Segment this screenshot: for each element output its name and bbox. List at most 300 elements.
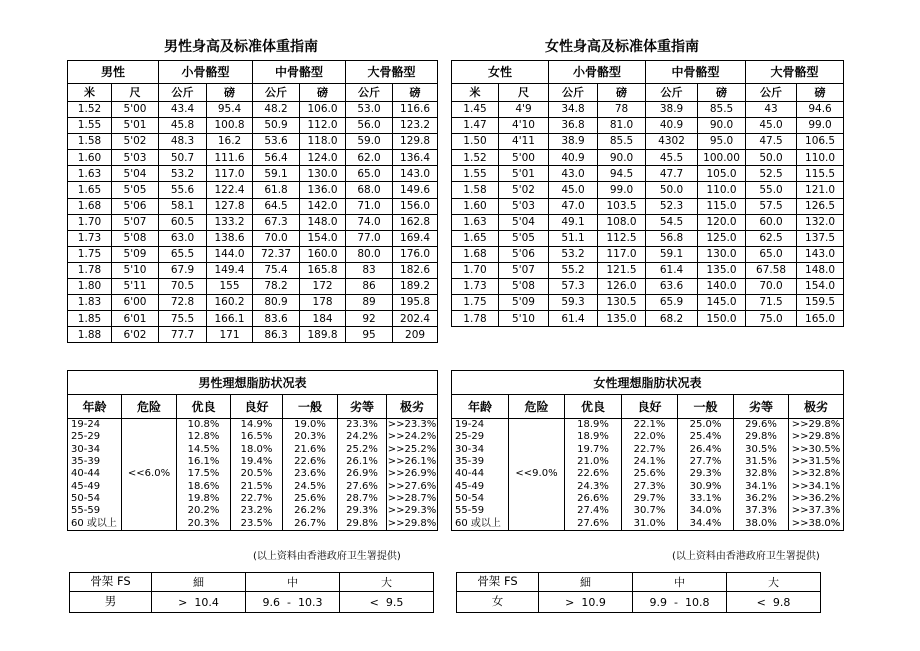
table-cell: 112.5 xyxy=(598,230,646,246)
table-cell: 5'04 xyxy=(112,166,159,182)
table-cell: 100.00 xyxy=(698,150,746,166)
table-cell: 24.3% xyxy=(565,480,622,492)
table-cell: 56.8 xyxy=(646,230,698,246)
age-cell: 45-49 xyxy=(452,480,509,492)
table-row xyxy=(452,311,844,327)
table-cell: 85.5 xyxy=(598,134,646,150)
table-cell: 55.0 xyxy=(746,182,797,198)
table-cell: >>30.5% xyxy=(789,444,844,456)
table-cell: 65.9 xyxy=(646,295,698,311)
table-cell: 26.6% xyxy=(565,493,622,505)
table-cell: 155 xyxy=(207,279,253,295)
table-row xyxy=(68,134,438,150)
age-header: 年龄 xyxy=(452,395,509,419)
table-cell: 77.7 xyxy=(159,327,207,343)
table-cell: 5'10 xyxy=(499,311,549,327)
male-height-title: 男性身高及标准体重指南 xyxy=(164,39,318,55)
table-cell: 138.6 xyxy=(207,230,253,246)
age-cell: 50-54 xyxy=(68,493,122,505)
table-cell: 17.5% xyxy=(177,468,231,480)
unit-header: 公斤 xyxy=(549,84,598,102)
age-cell: 40-44 xyxy=(68,468,122,480)
table-cell: 4'9 xyxy=(499,102,549,118)
table-cell: 67.3 xyxy=(253,214,300,230)
table-cell: 20.3% xyxy=(177,517,231,530)
table-cell: 25.4% xyxy=(678,431,734,443)
table-cell: 99.0 xyxy=(598,182,646,198)
table-cell: 5'08 xyxy=(112,230,159,246)
table-cell: 5'03 xyxy=(112,150,159,166)
table-cell: 202.4 xyxy=(393,311,438,327)
table-cell: 83.6 xyxy=(253,311,300,327)
table-cell: 48.2 xyxy=(253,102,300,118)
table-cell: 19.0% xyxy=(283,419,338,432)
good-header: 良好 xyxy=(622,395,678,419)
table-cell: 61.8 xyxy=(253,182,300,198)
table-cell: 38.0% xyxy=(734,517,789,530)
unit-header: 尺 xyxy=(499,84,549,102)
table-cell: 56.4 xyxy=(253,150,300,166)
table-cell: 62.0 xyxy=(346,150,393,166)
table-cell: 166.1 xyxy=(207,311,253,327)
table-cell: 1.55 xyxy=(68,118,112,134)
table-cell: 5'05 xyxy=(112,182,159,198)
age-cell: 35-39 xyxy=(452,456,509,468)
medium-frame-header: 中骨骼型 xyxy=(253,61,346,84)
table-cell: 189.8 xyxy=(300,327,346,343)
table-cell: 189.2 xyxy=(393,279,438,295)
table-cell: 18.9% xyxy=(565,431,622,443)
table-cell: 1.78 xyxy=(68,262,112,278)
frame-medium-value: 9.6 - 10.3 xyxy=(246,592,340,613)
table-cell: 12.8% xyxy=(177,431,231,443)
table-cell: 53.0 xyxy=(346,102,393,118)
table-cell: 1.80 xyxy=(68,279,112,295)
table-cell: 1.73 xyxy=(452,279,499,295)
unit-header: 磅 xyxy=(393,84,438,102)
table-cell: 117.0 xyxy=(207,166,253,182)
table-cell: 1.70 xyxy=(452,262,499,278)
table-cell: 16.5% xyxy=(231,431,283,443)
age-cell: 30-34 xyxy=(452,444,509,456)
table-cell: 6'02 xyxy=(112,327,159,343)
table-cell: 83 xyxy=(346,262,393,278)
table-cell: 54.5 xyxy=(646,214,698,230)
table-cell: 86 xyxy=(346,279,393,295)
table-cell: 5'05 xyxy=(499,230,549,246)
table-cell: 43 xyxy=(746,102,797,118)
age-cell: 35-39 xyxy=(68,456,122,468)
table-cell: >>28.7% xyxy=(387,492,437,504)
table-cell: 195.8 xyxy=(393,295,438,311)
table-cell: 106.5 xyxy=(797,134,844,150)
table-cell: 26.7% xyxy=(283,517,338,530)
table-cell: 78 xyxy=(598,102,646,118)
risk-value: <<9.0% xyxy=(509,419,565,531)
age-cell: 60 或以上 xyxy=(68,517,122,530)
table-cell: 34.4% xyxy=(678,517,734,530)
table-cell: 209 xyxy=(393,327,438,343)
table-cell: 19.4% xyxy=(231,456,283,468)
male-height-table xyxy=(67,60,438,343)
table-cell: 75.5 xyxy=(159,311,207,327)
table-cell: 47.5 xyxy=(746,134,797,150)
table-cell: 1.52 xyxy=(452,150,499,166)
table-cell: 176.0 xyxy=(393,246,438,262)
frame-medium-value: 9.9 - 10.8 xyxy=(633,592,727,613)
table-cell: 43.4 xyxy=(159,102,207,118)
table-cell: 72.8 xyxy=(159,295,207,311)
table-cell: >>38.0% xyxy=(789,517,844,530)
unit-header: 磅 xyxy=(300,84,346,102)
male-fat-title: 男性理想脂肪状况表 xyxy=(68,371,438,395)
table-cell: 4'10 xyxy=(499,118,549,134)
average-header: 一般 xyxy=(283,395,338,419)
table-cell: 1.60 xyxy=(68,150,112,166)
small-frame-header: 小骨骼型 xyxy=(549,61,646,84)
unit-header: 米 xyxy=(68,84,112,102)
female-fat-source-note: (以上资料由香港政府卫生署提供) xyxy=(672,551,820,562)
table-cell: 1.58 xyxy=(68,134,112,150)
table-cell: 5'09 xyxy=(499,295,549,311)
table-cell: 24.1% xyxy=(622,456,678,468)
table-cell: 126.0 xyxy=(598,279,646,295)
table-cell: 94.5 xyxy=(598,166,646,182)
small-frame-header: 小骨骼型 xyxy=(159,61,253,84)
table-cell: 61.4 xyxy=(549,311,598,327)
table-cell: 148.0 xyxy=(797,262,844,278)
table-cell: 144.0 xyxy=(207,246,253,262)
frame-gender-label: 男 xyxy=(70,592,152,613)
table-cell: 27.6% xyxy=(565,517,622,530)
table-cell: 64.5 xyxy=(253,198,300,214)
table-cell: 1.88 xyxy=(68,327,112,343)
table-cell: 30.9% xyxy=(678,480,734,492)
table-cell: 23.3% xyxy=(338,419,387,432)
fat-header-row xyxy=(452,395,844,419)
table-cell: 5'02 xyxy=(112,134,159,150)
excellent-header: 优良 xyxy=(565,395,622,419)
table-cell: 5'03 xyxy=(499,198,549,214)
table-cell: 106.0 xyxy=(300,102,346,118)
table-cell: 77.0 xyxy=(346,230,393,246)
table-row xyxy=(68,214,438,230)
table-cell: 29.3% xyxy=(338,505,387,517)
table-cell: 36.8 xyxy=(549,118,598,134)
table-cell: 53.2 xyxy=(159,166,207,182)
table-cell: 21.6% xyxy=(283,444,338,456)
female-fat-title: 女性理想脂肪状况表 xyxy=(452,371,844,395)
table-cell: 118.0 xyxy=(300,134,346,150)
table-cell: 126.5 xyxy=(797,198,844,214)
age-cell: 55-59 xyxy=(452,505,509,517)
table-cell: 53.2 xyxy=(549,246,598,262)
female-frame-table xyxy=(456,572,821,613)
table-row xyxy=(452,246,844,262)
table-cell: 25.6% xyxy=(622,468,678,480)
table-cell: 1.65 xyxy=(452,230,499,246)
table-cell: 130.5 xyxy=(598,295,646,311)
table-cell: 50.0 xyxy=(746,150,797,166)
table-cell: 59.1 xyxy=(646,246,698,262)
table-cell: 60.0 xyxy=(746,214,797,230)
risk-header: 危险 xyxy=(509,395,565,419)
table-cell: 1.75 xyxy=(452,295,499,311)
table-cell: 117.0 xyxy=(598,246,646,262)
unit-header: 尺 xyxy=(112,84,159,102)
table-cell: 5'11 xyxy=(112,279,159,295)
table-cell: 71.5 xyxy=(746,295,797,311)
female-gender-header: 女性 xyxy=(452,61,549,84)
unit-header-row xyxy=(68,84,438,102)
table-cell: 5'06 xyxy=(112,198,159,214)
table-cell: 51.1 xyxy=(549,230,598,246)
average-header: 一般 xyxy=(678,395,734,419)
table-cell: 145.0 xyxy=(698,295,746,311)
table-cell: 5'06 xyxy=(499,246,549,262)
table-cell: 53.6 xyxy=(253,134,300,150)
table-cell: 25.6% xyxy=(283,493,338,505)
table-cell: 68.2 xyxy=(646,311,698,327)
unit-header: 磅 xyxy=(698,84,746,102)
table-cell: 115.5 xyxy=(797,166,844,182)
table-cell: 105.0 xyxy=(698,166,746,182)
female-height-table xyxy=(451,60,844,327)
age-cell: 45-49 xyxy=(68,480,122,492)
frame-large-label: 大 xyxy=(727,573,821,592)
table-cell: 75.4 xyxy=(253,262,300,278)
table-cell: 127.8 xyxy=(207,198,253,214)
table-row xyxy=(68,182,438,198)
table-cell: 1.68 xyxy=(452,246,499,262)
male-fat-source-note: (以上资料由香港政府卫生署提供) xyxy=(253,551,401,562)
age-cell: 19-24 xyxy=(452,419,509,432)
table-cell: 38.9 xyxy=(646,102,698,118)
table-cell: 56.0 xyxy=(346,118,393,134)
table-cell: 55.2 xyxy=(549,262,598,278)
table-cell: 1.50 xyxy=(452,134,499,150)
age-cell: 25-29 xyxy=(452,431,509,443)
table-cell: 22.6% xyxy=(565,468,622,480)
table-cell: 1.58 xyxy=(452,182,499,198)
table-cell: 57.3 xyxy=(549,279,598,295)
table-cell: 45.0 xyxy=(746,118,797,134)
table-cell: >>29.3% xyxy=(387,505,437,517)
table-cell: >>26.9% xyxy=(387,468,437,480)
table-cell: 5'04 xyxy=(499,214,549,230)
table-cell: 40.9 xyxy=(549,150,598,166)
table-cell: 45.8 xyxy=(159,118,207,134)
table-cell: 1.63 xyxy=(452,214,499,230)
table-cell: 160.2 xyxy=(207,295,253,311)
frame-small-value: > 10.9 xyxy=(539,592,633,613)
table-cell: 61.4 xyxy=(646,262,698,278)
table-cell: 1.78 xyxy=(452,311,499,327)
table-cell: >>24.2% xyxy=(387,431,437,443)
table-cell: 10.8% xyxy=(177,419,231,432)
table-cell: 86.3 xyxy=(253,327,300,343)
table-cell: 90.0 xyxy=(598,150,646,166)
table-cell: 132.0 xyxy=(797,214,844,230)
table-cell: 165.8 xyxy=(300,262,346,278)
excellent-header: 优良 xyxy=(177,395,231,419)
table-cell: 95.4 xyxy=(207,102,253,118)
table-cell: 72.37 xyxy=(253,246,300,262)
table-cell: 45.0 xyxy=(549,182,598,198)
table-cell: 31.0% xyxy=(622,517,678,530)
table-cell: 29.3% xyxy=(678,468,734,480)
table-cell: 4302 xyxy=(646,134,698,150)
table-row xyxy=(452,198,844,214)
table-cell: 136.4 xyxy=(393,150,438,166)
table-row xyxy=(68,166,438,182)
table-cell: 36.2% xyxy=(734,493,789,505)
table-cell: 115.0 xyxy=(698,198,746,214)
table-cell: 95.0 xyxy=(698,134,746,150)
table-cell: >>23.3% xyxy=(387,419,437,431)
table-row xyxy=(452,419,844,432)
table-cell: 5'01 xyxy=(499,166,549,182)
table-row xyxy=(68,295,438,311)
table-cell: 29.7% xyxy=(622,493,678,505)
table-cell: 65.0 xyxy=(746,246,797,262)
medium-frame-header: 中骨骼型 xyxy=(646,61,746,84)
table-cell: 1.68 xyxy=(68,198,112,214)
table-cell: 19.7% xyxy=(565,444,622,456)
table-cell: 26.2% xyxy=(283,505,338,517)
table-cell: 20.5% xyxy=(231,468,283,480)
table-cell: 20.3% xyxy=(283,431,338,443)
table-cell: 18.9% xyxy=(565,419,622,432)
female-fat-table xyxy=(451,370,844,531)
table-cell: 1.47 xyxy=(452,118,499,134)
table-cell: 1.63 xyxy=(68,166,112,182)
table-cell: 80.0 xyxy=(346,246,393,262)
male-gender-header: 男性 xyxy=(68,61,159,84)
frame-small-label: 細 xyxy=(152,573,246,592)
table-row xyxy=(68,150,438,166)
table-cell: 14.9% xyxy=(231,419,283,432)
frame-large-label: 大 xyxy=(340,573,434,592)
table-cell: 178 xyxy=(300,295,346,311)
table-cell: 130.0 xyxy=(698,246,746,262)
table-cell: 29.8% xyxy=(734,431,789,443)
table-cell: 133.2 xyxy=(207,214,253,230)
age-cell: 25-29 xyxy=(68,431,122,443)
table-cell: 120.0 xyxy=(698,214,746,230)
table-cell: 165.0 xyxy=(797,311,844,327)
male-fat-table xyxy=(67,370,438,531)
table-cell: 52.5 xyxy=(746,166,797,182)
table-cell: 34.8 xyxy=(549,102,598,118)
table-cell: 24.2% xyxy=(338,431,387,443)
table-cell: 70.5 xyxy=(159,279,207,295)
table-row xyxy=(68,230,438,246)
table-cell: 95 xyxy=(346,327,393,343)
table-cell: 70.0 xyxy=(253,230,300,246)
table-cell: 172 xyxy=(300,279,346,295)
table-cell: 125.0 xyxy=(698,230,746,246)
table-cell: 57.5 xyxy=(746,198,797,214)
table-cell: 5'01 xyxy=(112,118,159,134)
table-cell: >>29.8% xyxy=(789,431,844,443)
table-cell: 92 xyxy=(346,311,393,327)
table-cell: 38.9 xyxy=(549,134,598,150)
table-cell: 71.0 xyxy=(346,198,393,214)
table-row xyxy=(452,150,844,166)
table-cell: 6'00 xyxy=(112,295,159,311)
table-cell: 130.0 xyxy=(300,166,346,182)
table-cell: 70.0 xyxy=(746,279,797,295)
table-cell: 18.6% xyxy=(177,480,231,492)
table-cell: 112.0 xyxy=(300,118,346,134)
age-cell: 60 或以上 xyxy=(452,517,509,530)
unit-header: 磅 xyxy=(797,84,844,102)
frame-large-value: < 9.5 xyxy=(340,592,434,613)
table-cell: 59.3 xyxy=(549,295,598,311)
table-cell: 5'09 xyxy=(112,246,159,262)
table-cell: 100.8 xyxy=(207,118,253,134)
table-cell: 137.5 xyxy=(797,230,844,246)
table-cell: 48.3 xyxy=(159,134,207,150)
table-cell: 59.0 xyxy=(346,134,393,150)
large-frame-header: 大骨骼型 xyxy=(746,61,844,84)
table-cell: 121.0 xyxy=(797,182,844,198)
table-cell: 67.9 xyxy=(159,262,207,278)
very-poor-header: 极劣 xyxy=(387,395,438,419)
age-cell: 40-44 xyxy=(452,468,509,480)
table-cell: 34.0% xyxy=(678,505,734,517)
table-cell: 26.9% xyxy=(338,468,387,480)
frame-medium-label: 中 xyxy=(246,573,340,592)
table-row xyxy=(452,166,844,182)
table-cell: 5'02 xyxy=(499,182,549,198)
table-cell: 47.0 xyxy=(549,198,598,214)
table-cell: 25.2% xyxy=(338,444,387,456)
table-cell: 30.5% xyxy=(734,444,789,456)
table-cell: 1.73 xyxy=(68,230,112,246)
table-cell: 122.4 xyxy=(207,182,253,198)
table-cell: 22.6% xyxy=(283,456,338,468)
table-cell: 5'00 xyxy=(112,102,159,118)
table-cell: 1.65 xyxy=(68,182,112,198)
table-cell: 1.55 xyxy=(452,166,499,182)
table-cell: 85.5 xyxy=(698,102,746,118)
table-cell: 116.6 xyxy=(393,102,438,118)
table-cell: 1.83 xyxy=(68,295,112,311)
table-row xyxy=(452,118,844,134)
table-cell: 94.6 xyxy=(797,102,844,118)
unit-header-row xyxy=(452,84,844,102)
table-cell: 184 xyxy=(300,311,346,327)
table-cell: 24.5% xyxy=(283,480,338,492)
unit-header: 公斤 xyxy=(159,84,207,102)
table-cell: 1.70 xyxy=(68,214,112,230)
table-cell: 74.0 xyxy=(346,214,393,230)
table-cell: 62.5 xyxy=(746,230,797,246)
table-cell: 136.0 xyxy=(300,182,346,198)
table-row xyxy=(452,262,844,278)
frame-large-value: < 9.8 xyxy=(727,592,821,613)
table-cell: >>36.2% xyxy=(789,493,844,505)
table-row xyxy=(452,214,844,230)
table-cell: 22.1% xyxy=(622,419,678,432)
risk-header: 危险 xyxy=(122,395,177,419)
table-cell: 80.9 xyxy=(253,295,300,311)
very-poor-header: 极劣 xyxy=(789,395,844,419)
table-row xyxy=(452,279,844,295)
table-cell: 4'11 xyxy=(499,134,549,150)
